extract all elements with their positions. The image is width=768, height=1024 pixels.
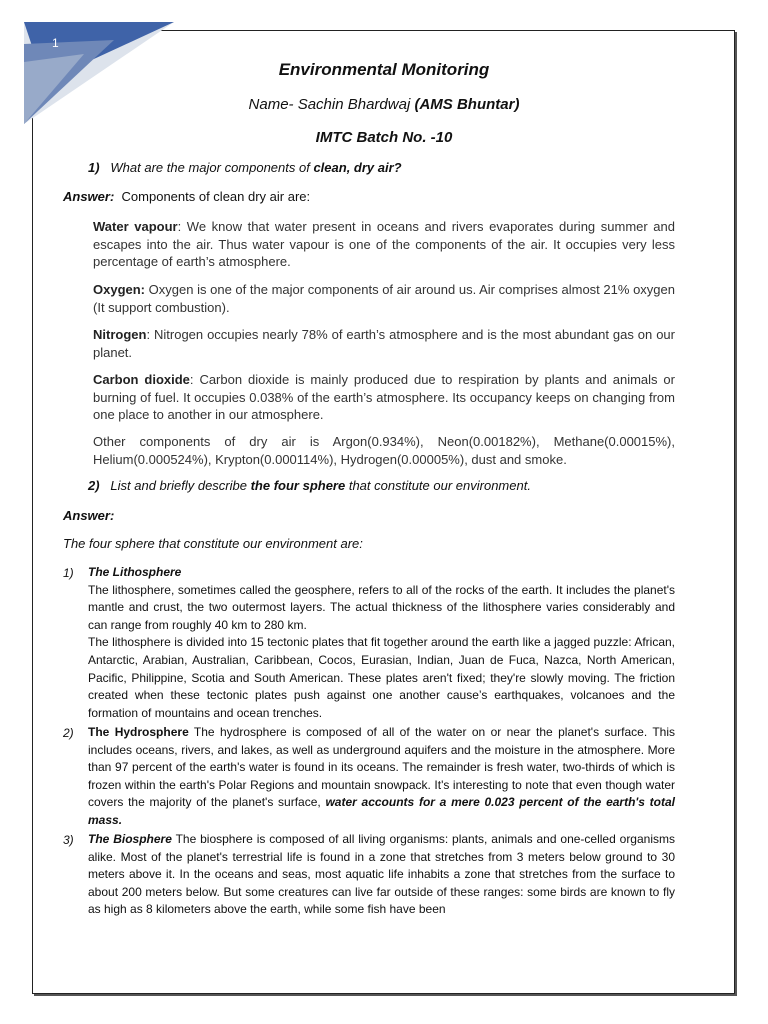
question-2-text-end: that constitute our environment. — [345, 478, 531, 493]
question-2-number: 2) — [88, 478, 100, 493]
component-term: Water vapour — [93, 219, 178, 234]
answer-1-line — [63, 189, 310, 204]
component-term: Nitrogen — [93, 327, 147, 342]
question-1-bold: clean, dry air? — [313, 160, 402, 175]
question-2-bold: the four sphere — [250, 478, 346, 493]
batch-line: IMTC Batch No. -10 — [315, 129, 453, 146]
sphere-text: The biosphere is composed of all living organisms: plants, animals and one-celled organisms alike. Most of the planet's terrestrial life is found in a zone that stretches from 3 meters below ground to 30 meters above it. In the oceans and seas, most aquatic life inhabits a zone that stretches from the surface to about 200 meters below. But some creatures can live far outside of these ranges: some birds are known to fly as high as 8 kilometers above the earth, while some fish have been — [88, 832, 675, 917]
component-text: : Nitrogen occupies nearly 78% of earth’s atmosphere and is the most abundant gas on our planet. — [93, 327, 675, 360]
sphere-3-number: 3) — [63, 833, 74, 847]
sphere-text: The lithosphere is divided into 15 tectonic plates that fit together around the earth like a jagged puzzle: African, Antarctic, Arabian, Australian, Caribbean, Cocos, Eurasian, Indian, Juan de Fuca, Nazca, North American, Pacific, Philippine, Scotia and South American. These plates aren't fixed; they're slowly moving. The friction created when these tectonic plates push against one another cause’s earthquakes, volcanoes and the formation of mountains and ocean trenches. — [88, 635, 675, 720]
answer-1-label: Answer: — [63, 189, 115, 204]
sphere-heading: The Biosphere — [88, 832, 172, 846]
component-term: Oxygen: — [93, 282, 146, 297]
author-line — [0, 96, 768, 113]
page-number: 1 — [52, 36, 59, 50]
sphere-1-number: 1) — [63, 566, 74, 580]
sphere-hydrosphere — [88, 724, 675, 830]
question-1-number: 1) — [88, 160, 100, 175]
component-oxygen — [93, 281, 675, 316]
answer-2-label: Answer: — [63, 508, 115, 523]
question-2 — [88, 478, 531, 493]
question-1-text: What are the major components of — [110, 160, 314, 175]
component-text: Oxygen is one of the major components of air around us. Air comprises almost 21% oxygen (It support combustion). — [93, 282, 675, 315]
author-name: Name- Sachin Bhardwaj — [248, 96, 415, 113]
sphere-2-number: 2) — [63, 726, 74, 740]
component-term: Carbon dioxide — [93, 372, 190, 387]
component-nitrogen — [93, 326, 675, 361]
component-text: : Carbon dioxide is mainly produced due to respiration by plants and animals or burning of fuel. It occupies 0.038% of the earth’s atmosphere. Its occupancy keeps on changing from one place to another in our atmosphere. — [93, 372, 675, 422]
document-title: Environmental Monitoring — [278, 60, 490, 79]
question-1 — [88, 160, 402, 175]
sphere-heading: The Lithosphere — [88, 565, 182, 579]
sphere-lithosphere — [88, 564, 675, 722]
other-components: Other components of dry air is Argon(0.934%), Neon(0.00182%), Methane(0.00015%), Helium(0.000524%), Krypton(0.000114%), Hydrogen(0.00005%), dust and smoke. — [93, 434, 675, 467]
sphere-biosphere — [88, 831, 675, 919]
component-water-vapour — [93, 218, 675, 271]
sphere-emphasis: water accounts for a mere 0.023 percent of the earth's total mass. — [88, 795, 675, 827]
component-carbon-dioxide — [93, 371, 675, 424]
answer-2-intro: The four sphere that constitute our environment are: — [63, 536, 363, 551]
sphere-text: The hydrosphere is composed of all of the water on or near the planet's surface. This includes oceans, rivers, and lakes, as well as underground aquifers and the moisture in the atmosphere. More than 97 percent of the earth's water is found in its oceans. The remainder is fresh water, two-thirds of which is frozen within the earth's Polar Regions and mountain snowpack. It's interesting to note that even though water covers the majority of the planet's surface, — [88, 725, 675, 810]
sphere-heading: The Hydrosphere — [88, 725, 189, 739]
question-2-text: List and briefly describe — [110, 478, 251, 493]
component-text: : We know that water present in oceans and rivers evaporates during summer and escapes into the air. Thus water vapour is one of the components of the air. It occupies very less percentage of earth’s atmosphere. — [93, 219, 675, 269]
author-organization: (AMS Bhuntar) — [414, 96, 520, 113]
sphere-text: The lithosphere, sometimes called the geosphere, refers to all of the rocks of the earth. It includes the planet's mantle and crust, the two outermost layers. The actual thickness of the lithosphere varies considerably and can range from roughly 40 km to 280 km. — [88, 582, 675, 632]
answer-1-intro: Components of clean dry air are: — [121, 189, 311, 204]
